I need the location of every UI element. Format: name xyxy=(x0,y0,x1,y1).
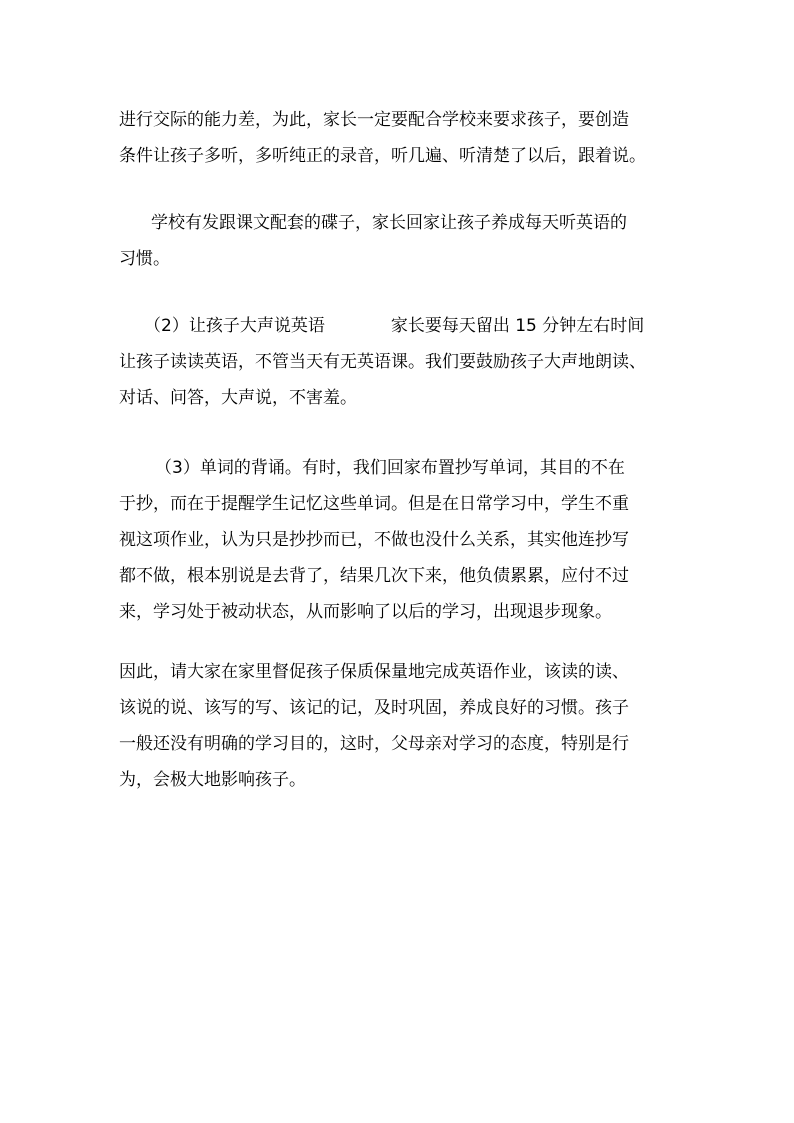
text-line: 为，会极大地影响孩子。 xyxy=(119,770,306,790)
text-line: 条件让孩子多听，多听纯正的录音，听几遍、听清楚了以后，跟着说。 xyxy=(119,146,646,166)
text-line xyxy=(119,308,646,344)
text-line: 都不做，根本别说是去背了，结果几次下来，他负债累累，应付不过 xyxy=(119,566,629,586)
text-line: 该说的说、该写的写、该记的记，及时巩固，养成良好的习惯。孩子 xyxy=(119,698,629,718)
text-line: 来，学习处于被动状态，从而影响了以后的学习，出现退步现象。 xyxy=(119,602,612,622)
text-line: 对话、问答，大声说，不害羞。 xyxy=(119,388,357,408)
text-line: 于抄，而在于提醒学生记忆这些单词。但是在日常学习中，学生不重 xyxy=(119,494,629,514)
text-fragment: 家长要每天留出 15 分钟左右时间 xyxy=(390,316,645,336)
paragraph-1 xyxy=(119,102,646,174)
text-line: 习惯。 xyxy=(119,249,170,269)
text-line: 视这项作业，认为只是抄抄而已，不做也没什么关系，其实他连抄写 xyxy=(119,530,629,550)
text-line: 让孩子读读英语，不管当天有无英语课。我们要鼓励孩子大声地朗读、 xyxy=(119,352,646,372)
text-line: 因此，请大家在家里督促孩子保质保量地完成英语作业，该读的读、 xyxy=(119,662,629,682)
text-line: 进行交际的能力差，为此，家长一定要配合学校来要求孩子，要创造 xyxy=(119,110,629,130)
text-line: （3）单词的背诵。有时，我们回家布置抄写单词，其目的不在 xyxy=(155,458,625,478)
paragraph-3 xyxy=(119,308,646,416)
paragraph-2 xyxy=(119,205,627,277)
text-line: 学校有发跟课文配套的碟子，家长回家让孩子养成每天听英语的 xyxy=(151,213,627,233)
paragraph-4 xyxy=(119,450,629,630)
text-line: 一般还没有明确的学习目的，这时，父母亲对学习的态度，特别是行 xyxy=(119,734,629,754)
paragraph-5 xyxy=(119,654,629,798)
section-heading: （2）让孩子大声说英语 xyxy=(144,316,325,336)
